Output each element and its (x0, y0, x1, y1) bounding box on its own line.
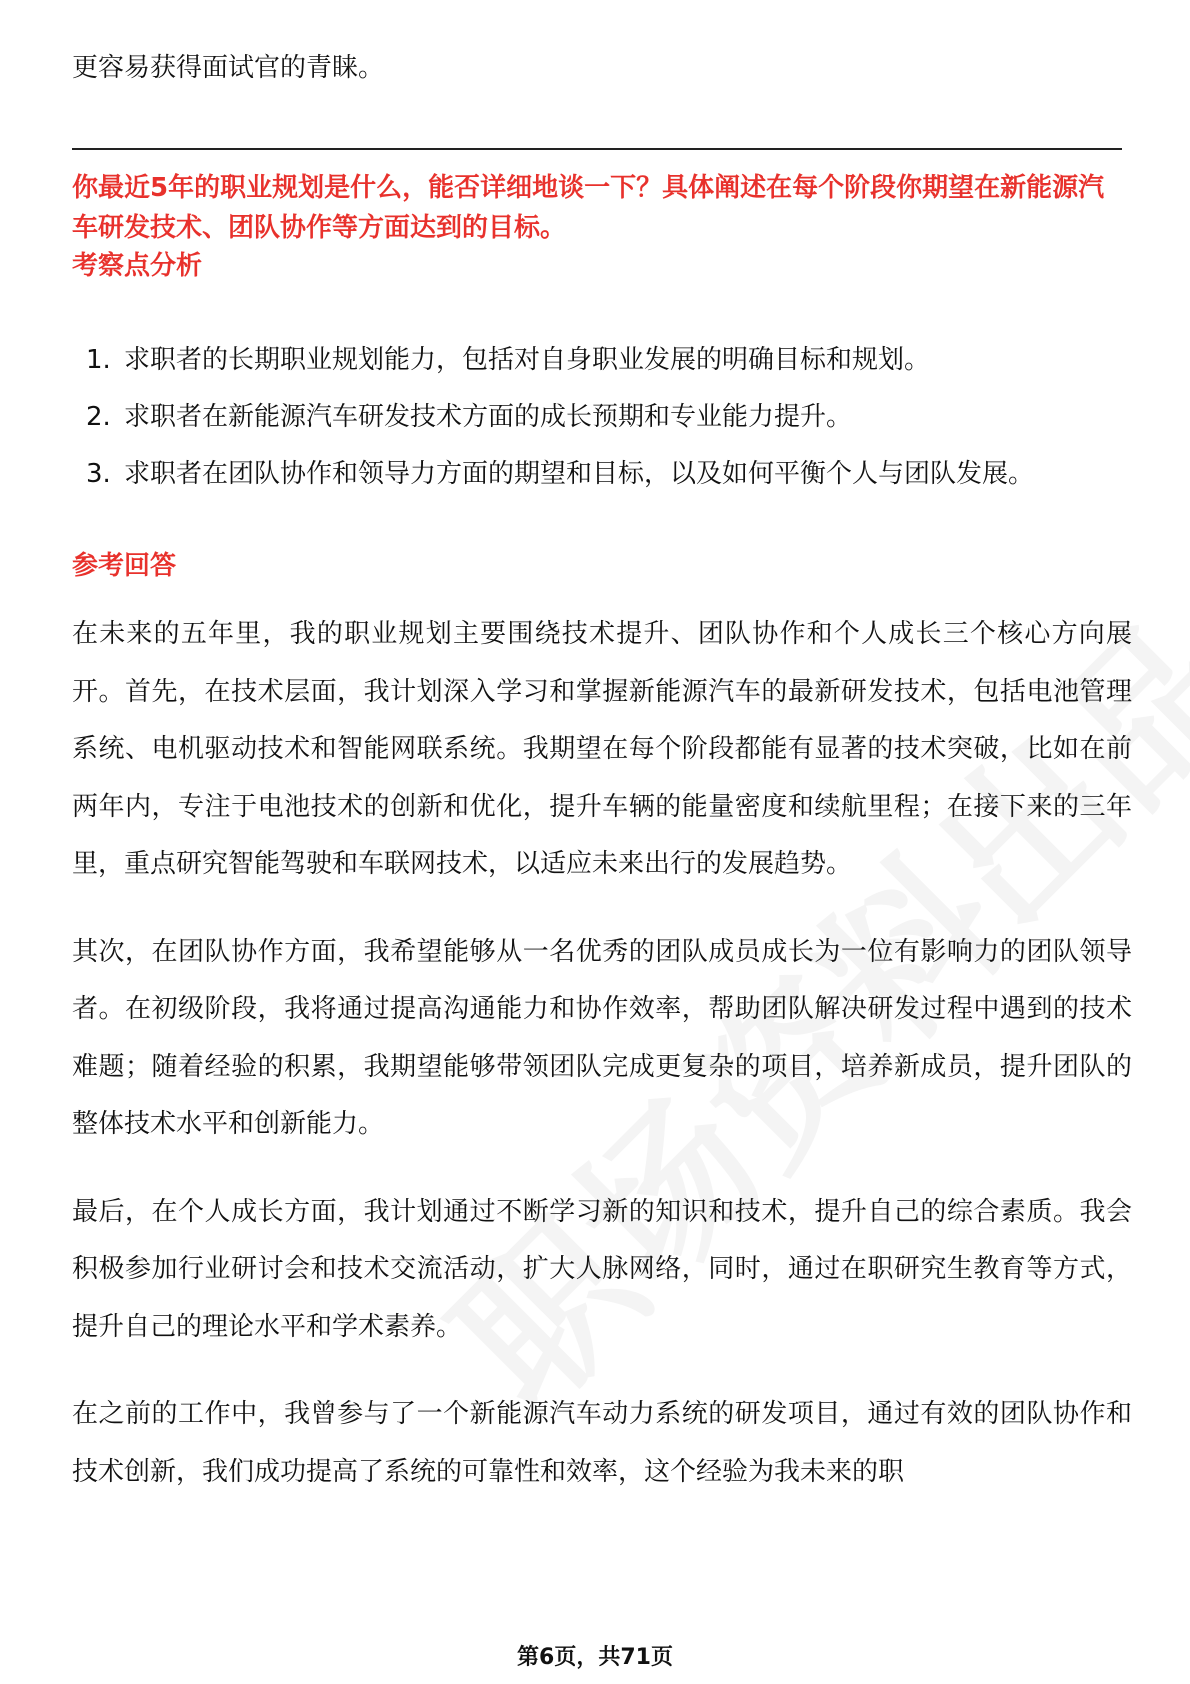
answer-heading: 参考回答 (72, 551, 177, 581)
list-item-text: 求职者在团队协作和领导力方面的期望和目标，以及如何平衡个人与团队发展。 (124, 459, 1035, 489)
intro-text: 更容易获得面试官的青睐。 (72, 53, 385, 83)
page-number: 第6页，共71页 (517, 1645, 673, 1670)
list-item (72, 446, 1132, 503)
list-item (72, 389, 1132, 446)
divider (72, 148, 1122, 150)
list-item-number: 2. (86, 402, 111, 432)
list-item-number: 1. (86, 345, 111, 375)
list-item-number: 3. (86, 459, 111, 489)
list-item (72, 332, 1132, 389)
question-title: 你最近5年的职业规划是什么，能否详细地谈一下？具体阐述在每个阶段你期望在新能源汽车研发技术、团队协作等方面达到的目标。 (72, 173, 1105, 243)
answer-paragraph: 最后，在个人成长方面，我计划通过不断学习新的知识和技术，提升自己的综合素质。我会积极参加行业研讨会和技术交流活动，扩大人脉网络，同时，通过在职研究生教育等方式，提升自己的理论水平和学术素养。 (72, 1196, 1132, 1342)
answer-paragraph: 其次，在团队协作方面，我希望能够从一名优秀的团队成员成长为一位有影响力的团队领导者。在初级阶段，我将通过提高沟通能力和协作效率，帮助团队解决研发过程中遇到的技术难题；随着经验的积累，我期望能够带领团队完成更复杂的项目，培养新成员，提升团队的整体技术水平和创新能力。 (72, 936, 1132, 1139)
list-item-text: 求职者在新能源汽车研发技术方面的成长预期和专业能力提升。 (124, 402, 853, 432)
analysis-list (72, 332, 1132, 503)
answer-paragraph: 在未来的五年里，我的职业规划主要围绕技术提升、团队协作和个人成长三个核心方向展开。首先，在技术层面，我计划深入学习和掌握新能源汽车的最新研发技术，包括电池管理系统、电机驱动技术和智能网联系统。我期望在每个阶段都能有显著的技术突破，比如在前两年内，专注于电池技术的创新和优化，提升车辆的能量密度和续航里程；在接下来的三年里，重点研究智能驾驶和车联网技术，以适应未来出行的发展趋势。 (72, 619, 1132, 879)
answer-paragraph: 在之前的工作中，我曾参与了一个新能源汽车动力系统的研发项目，通过有效的团队协作和技术创新，我们成功提高了系统的可靠性和效率，这个经验为我未来的职 (72, 1399, 1132, 1487)
answer-body (72, 606, 1132, 1531)
list-item-text: 求职者的长期职业规划能力，包括对自身职业发展的明确目标和规划。 (124, 345, 931, 375)
analysis-heading: 考察点分析 (72, 251, 203, 281)
